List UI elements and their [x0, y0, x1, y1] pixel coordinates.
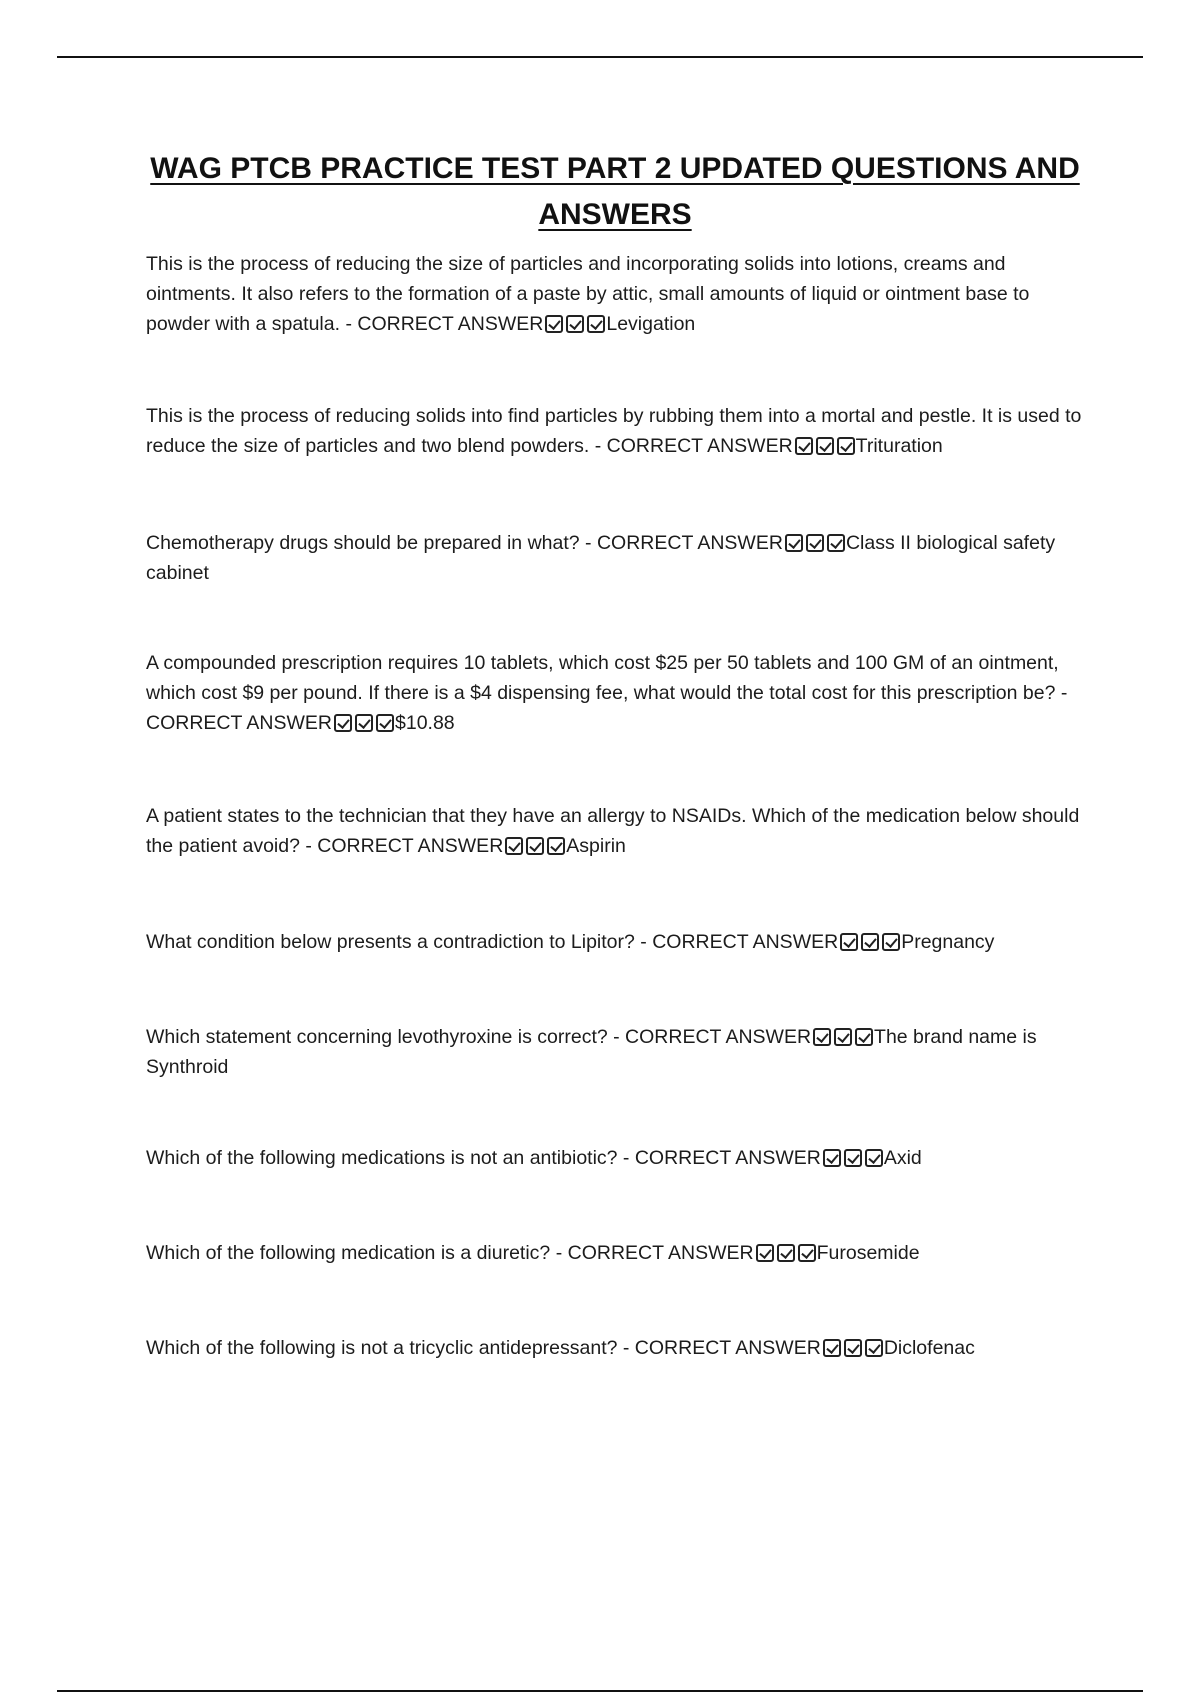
title-line-2: ANSWERS	[538, 198, 692, 231]
question-text: Which statement concerning levothyroxine is correct? - CORRECT ANSWER	[146, 1026, 812, 1048]
checked-box-icon	[547, 837, 565, 855]
question-text: Chemotherapy drugs should be prepared in what? - CORRECT ANSWER	[146, 532, 783, 554]
checked-box-icon	[806, 534, 824, 552]
checked-box-icon	[526, 837, 544, 855]
answer-checks	[783, 532, 846, 554]
checked-box-icon	[882, 933, 900, 951]
checked-box-icon	[756, 1244, 774, 1262]
top-rule	[57, 56, 1143, 58]
question-text: Which of the following medications is not an antibiotic? - CORRECT ANSWER	[146, 1147, 821, 1169]
answer-text: Pregnancy	[901, 931, 995, 953]
checked-box-icon	[837, 437, 855, 455]
qa-item	[146, 1238, 1096, 1268]
checked-box-icon	[834, 1028, 852, 1046]
checked-box-icon	[813, 1028, 831, 1046]
qa-item	[146, 249, 1096, 339]
question-text: Which of the following is not a tricyclic antidepressant? - CORRECT ANSWER	[146, 1337, 821, 1359]
answer-checks	[838, 931, 901, 953]
question-text: This is the process of reducing solids into find particles by rubbing them into a mortal and pestle. It is used to reduce the size of particles and two blend powders. - CORRECT ANSWER	[146, 405, 1082, 457]
qa-item	[146, 528, 1096, 588]
page-title	[140, 146, 1090, 238]
question-text: A patient states to the technician that they have an allergy to NSAIDs. Which of the medication below should the patient avoid? - CORRECT ANSWER	[146, 805, 1080, 857]
checked-box-icon	[785, 534, 803, 552]
qa-item	[146, 1022, 1096, 1082]
checked-box-icon	[840, 933, 858, 951]
checked-box-icon	[777, 1244, 795, 1262]
checked-box-icon	[587, 315, 605, 333]
answer-text: Diclofenac	[883, 1337, 975, 1359]
qa-item	[146, 801, 1096, 861]
qa-item	[146, 401, 1096, 461]
checked-box-icon	[545, 315, 563, 333]
answer-checks	[821, 1337, 884, 1359]
answer-text: Trituration	[855, 435, 943, 457]
checked-box-icon	[861, 933, 879, 951]
answer-text: The brand name is Synthroid	[146, 1026, 1037, 1078]
qa-item	[146, 927, 1096, 957]
checked-box-icon	[823, 1339, 841, 1357]
answer-checks	[811, 1026, 874, 1048]
answer-checks	[754, 1242, 817, 1264]
answer-text: Levigation	[606, 313, 696, 335]
answer-text: $10.88	[395, 712, 455, 734]
question-text: What condition below presents a contradiction to Lipitor? - CORRECT ANSWER	[146, 931, 839, 953]
question-text: Which of the following medication is a diuretic? - CORRECT ANSWER	[146, 1242, 754, 1264]
bottom-rule	[57, 1690, 1143, 1692]
title-line-1: WAG PTCB PRACTICE TEST PART 2 UPDATED QUESTIONS AND	[150, 152, 1080, 185]
checked-box-icon	[334, 714, 352, 732]
answer-text: Class II biological safety cabinet	[146, 532, 1056, 584]
checked-box-icon	[795, 437, 813, 455]
answer-checks	[503, 835, 566, 857]
checked-box-icon	[505, 837, 523, 855]
answer-text: Axid	[883, 1147, 922, 1169]
checked-box-icon	[855, 1028, 873, 1046]
question-text: This is the process of reducing the size of particles and incorporating solids into lotions, creams and ointments. It also refers to the formation of a paste by attic, small amounts of liquid or ointment base to powder with a spatula. - CORRECT ANSWER	[146, 253, 1030, 335]
question-text: A compounded prescription requires 10 tablets, which cost $25 per 50 tablets and 100 GM of an ointment, which cost $9 per pound. If there is a $4 dispensing fee, what would the total cost for this prescription be? - CORRECT ANSWER	[146, 652, 1068, 734]
checked-box-icon	[827, 534, 845, 552]
checked-box-icon	[844, 1339, 862, 1357]
qa-item	[146, 648, 1096, 738]
checked-box-icon	[566, 315, 584, 333]
answer-text: Furosemide	[816, 1242, 920, 1264]
checked-box-icon	[798, 1244, 816, 1262]
qa-item	[146, 1333, 1096, 1363]
answer-checks	[332, 712, 395, 734]
answer-checks	[821, 1147, 884, 1169]
answer-text: Aspirin	[566, 835, 626, 857]
checked-box-icon	[865, 1339, 883, 1357]
answer-checks	[793, 435, 856, 457]
checked-box-icon	[816, 437, 834, 455]
answer-checks	[543, 313, 606, 335]
checked-box-icon	[355, 714, 373, 732]
checked-box-icon	[823, 1149, 841, 1167]
checked-box-icon	[844, 1149, 862, 1167]
qa-item	[146, 1143, 1096, 1173]
checked-box-icon	[376, 714, 394, 732]
checked-box-icon	[865, 1149, 883, 1167]
